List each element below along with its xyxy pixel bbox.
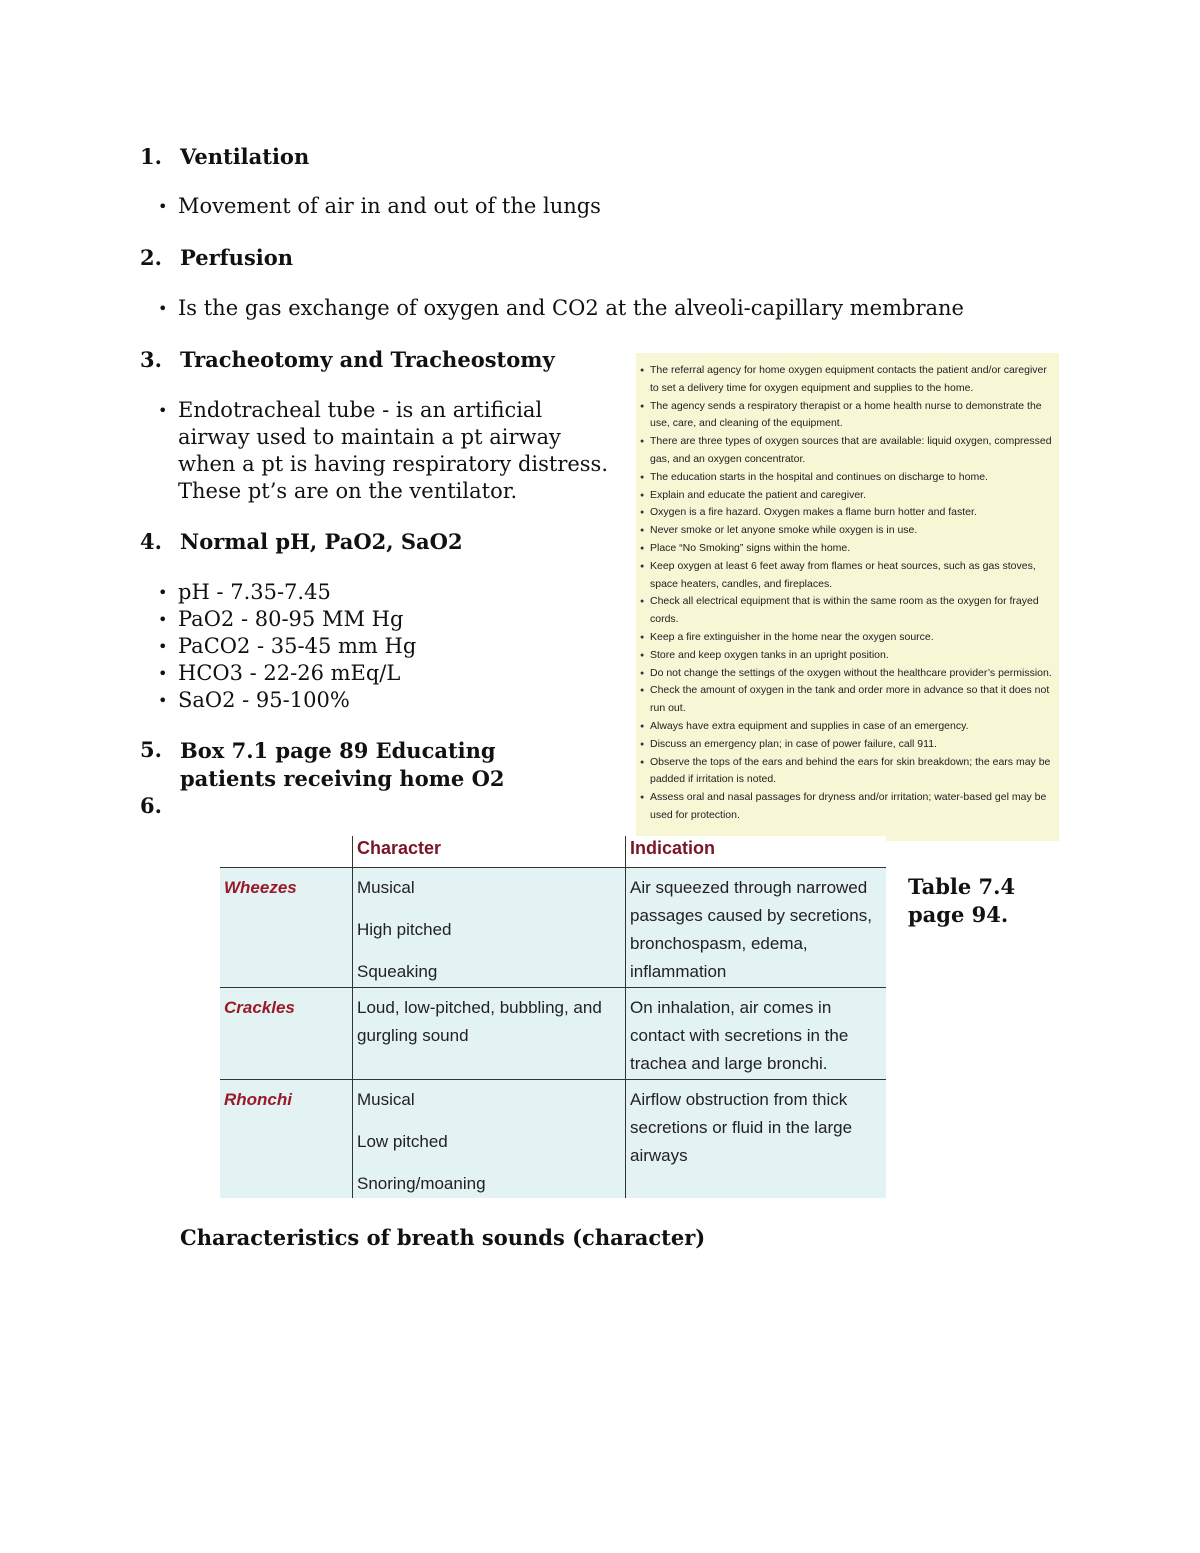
section-number-4: 4.	[140, 529, 162, 554]
section-number-5: 5.	[140, 737, 162, 762]
table-reference-label: Table 7.4 page 94.	[908, 874, 1016, 927]
table-cell: Low pitched	[357, 1132, 448, 1151]
section-heading-box-71: Box 7.1 page 89 Educating patients receiving home O2	[180, 738, 505, 791]
list-item: ● The agency sends a respiratory therapist or a home health nurse to demonstrate the use, care, and cleaning of the equipment.	[640, 398, 1053, 434]
bullet-icon: •	[158, 610, 168, 629]
table-header-character: Character	[353, 836, 626, 868]
list-item: ● Check all electrical equipment that is within the same room as the oxygen for frayed cords.	[640, 593, 1053, 629]
list-item: ● Keep a fire extinguisher in the home near the oxygen source.	[640, 629, 1053, 647]
list-item: • HCO3 - 22-26 mEq/L	[158, 661, 401, 685]
list-item: • Is the gas exchange of oxygen and CO2 at the alveoli-capillary membrane	[158, 296, 964, 320]
breath-sound-name: Wheezes	[224, 878, 297, 897]
list-item: ● Oxygen is a fire hazard. Oxygen makes a flame burn hotter and faster.	[640, 504, 1053, 522]
table-cell: Musical	[357, 878, 415, 897]
list-item: ● Do not change the settings of the oxygen without the healthcare provider’s permission.	[640, 665, 1053, 683]
list-item: ● Discuss an emergency plan; in case of power failure, call 911.	[640, 736, 1053, 754]
list-item: ● The education starts in the hospital and continues on discharge to home.	[640, 469, 1053, 487]
table-row	[220, 1080, 886, 1199]
section-number-2: 2.	[140, 245, 162, 270]
list-item: ● There are three types of oxygen sources that are available: liquid oxygen, compressed gas, and an oxygen concentrator.	[640, 433, 1053, 469]
box-7-1-education-list	[636, 353, 1059, 841]
section-heading-ventilation: Ventilation	[180, 144, 310, 169]
bullet-icon: •	[158, 299, 168, 318]
breath-sounds-table	[220, 836, 886, 1198]
list-item: ● The referral agency for home oxygen equipment contacts the patient and/or caregiver to set a delivery time for oxygen equipment and supplies to the home.	[640, 362, 1053, 398]
table-caption: Characteristics of breath sounds (character)	[180, 1225, 706, 1250]
section-heading-perfusion: Perfusion	[180, 245, 294, 270]
table-cell: Snoring/moaning	[357, 1174, 486, 1193]
bullet-icon: •	[158, 197, 168, 216]
section-heading-normal-values: Normal pH, PaO2, SaO2	[180, 529, 463, 554]
table-header-row	[220, 836, 886, 868]
list-item: • Movement of air in and out of the lungs	[158, 194, 601, 218]
table-row	[220, 988, 886, 1080]
list-item: ● Never smoke or let anyone smoke while oxygen is in use.	[640, 522, 1053, 540]
table-cell: Air squeezed through narrowed passages caused by secretions, bronchospasm, edema, inflammation	[630, 878, 872, 981]
table-cell: Squeaking	[357, 962, 438, 981]
list-item: ● Store and keep oxygen tanks in an upright position.	[640, 647, 1053, 665]
list-item: ● Always have extra equipment and supplies in case of an emergency.	[640, 718, 1053, 736]
table-cell: High pitched	[357, 920, 452, 939]
table-cell: Musical	[357, 1090, 415, 1109]
list-item: • Endotracheal tube - is an artificial airway used to maintain a pt airway when a pt is having respiratory distress. These pt’s are on the ventilator.	[158, 398, 609, 503]
bullet-icon: •	[158, 664, 168, 683]
list-item: • PaCO2 - 35-45 mm Hg	[158, 634, 417, 658]
bullet-icon: •	[158, 401, 168, 420]
list-item: • PaO2 - 80-95 MM Hg	[158, 607, 404, 631]
list-item: ● Keep oxygen at least 6 feet away from flames or heat sources, such as gas stoves, space heaters, candles, and fireplaces.	[640, 558, 1053, 594]
section-number-6: 6.	[140, 793, 162, 818]
list-item: • SaO2 - 95-100%	[158, 688, 350, 712]
list-item: ● Check the amount of oxygen in the tank and order more in advance so that it does not run out.	[640, 682, 1053, 718]
breath-sound-name: Crackles	[224, 998, 295, 1017]
list-item: ● Explain and educate the patient and caregiver.	[640, 487, 1053, 505]
table-cell: Loud, low-pitched, bubbling, and gurgling sound	[357, 998, 602, 1045]
bullet-icon: •	[158, 691, 168, 710]
section-number-3: 3.	[140, 347, 162, 372]
breath-sound-name: Rhonchi	[224, 1090, 292, 1109]
list-item: ● Observe the tops of the ears and behind the ears for skin breakdown; the ears may be padded if irritation is noted.	[640, 754, 1053, 790]
bullet-icon: •	[158, 583, 168, 602]
list-item: ● Place “No Smoking” signs within the home.	[640, 540, 1053, 558]
section-number-1: 1.	[140, 144, 162, 169]
list-item: • pH - 7.35-7.45	[158, 580, 331, 604]
table-row	[220, 868, 886, 988]
bullet-icon: •	[158, 637, 168, 656]
list-item: ● Assess oral and nasal passages for dryness and/or irritation; water-based gel may be used for protection.	[640, 789, 1053, 825]
table-cell: On inhalation, air comes in contact with secretions in the trachea and large bronchi.	[630, 998, 849, 1073]
table-header-indication: Indication	[626, 836, 887, 868]
table-cell: Airflow obstruction from thick secretions or fluid in the large airways	[630, 1090, 853, 1165]
table-header-cell	[220, 836, 353, 868]
section-heading-tracheostomy: Tracheotomy and Tracheostomy	[180, 347, 555, 372]
